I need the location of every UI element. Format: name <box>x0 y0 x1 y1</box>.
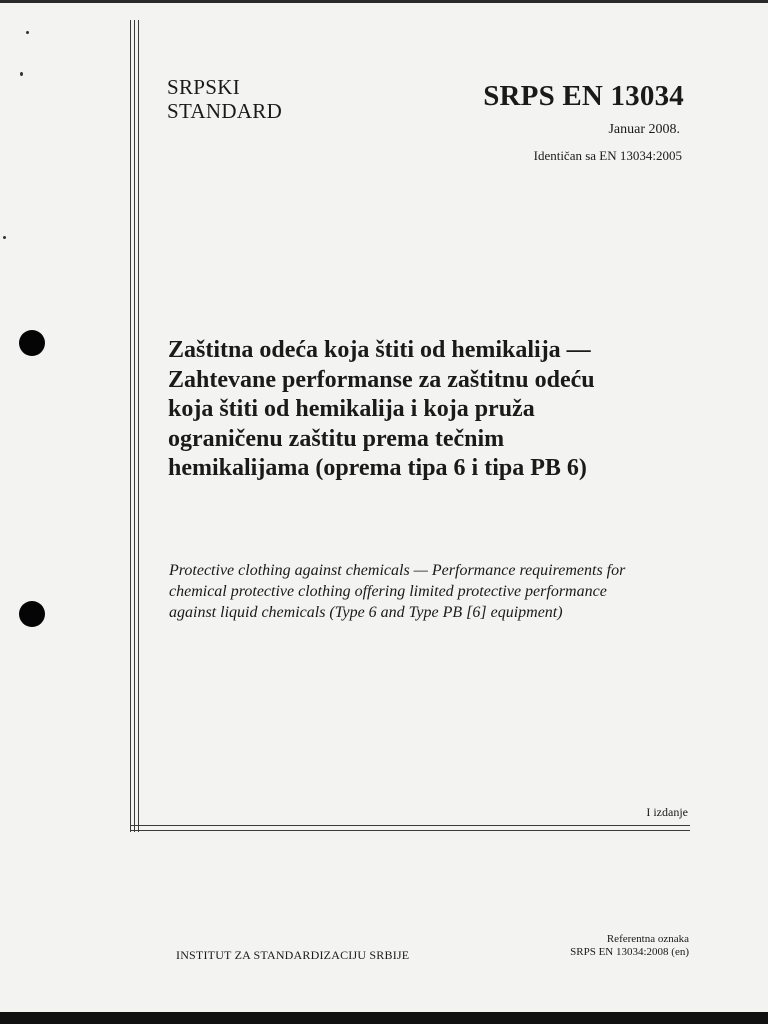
title-serbian-line: hemikalijama (oprema tipa 6 i tipa PB 6) <box>168 455 587 481</box>
punch-hole-lower <box>19 601 45 627</box>
frame-line-bottom-lower <box>130 830 690 831</box>
title-serbian-line: ograničenu zaštitu prema tečnim <box>168 425 505 452</box>
reference-label: Referentna oznaka <box>606 933 689 945</box>
frame-line-left-outer <box>130 20 131 832</box>
series-label-line2: STANDARD <box>167 99 283 123</box>
frame-line-bottom-upper <box>130 825 690 826</box>
scan-top-edge <box>0 0 768 3</box>
punch-hole-upper <box>19 330 45 356</box>
identical-note: Identičan sa EN 13034:2005 <box>533 148 682 163</box>
scan-speck <box>3 236 6 239</box>
institute-name: INSTITUT ZA STANDARDIZACIJU SRBIJE <box>176 948 410 962</box>
title-english-line: chemical protective clothing offering limited protective performance <box>169 583 607 600</box>
reference-value: SRPS EN 13034:2008 (en) <box>570 946 689 958</box>
frame-line-left-middle <box>134 20 135 832</box>
title-serbian-line: Zahtevane performanse za zaštitnu odeću <box>168 366 595 393</box>
title-english <box>169 560 709 623</box>
title-english-line: Protective clothing against chemicals — Performance requirements for <box>169 562 626 579</box>
title-serbian-line: koja štiti od hemikalija i koja pruža <box>168 396 535 422</box>
scan-speck <box>20 72 23 76</box>
title-serbian-line: Zaštitna odeća koja štiti od hemikalija — <box>168 337 591 363</box>
standard-number: SRPS EN 13034 <box>483 80 684 112</box>
scan-speck <box>26 31 29 34</box>
title-serbian <box>168 336 688 484</box>
edition-label: I izdanje <box>646 805 688 819</box>
series-label <box>167 75 282 123</box>
frame-line-left-inner <box>138 20 139 832</box>
standard-date: Januar 2008. <box>608 122 680 137</box>
title-english-line: against liquid chemicals (Type 6 and Type PB [6] equipment) <box>169 604 563 621</box>
series-label-line1: SRPSKI <box>167 75 241 99</box>
scan-bottom-edge <box>0 1012 768 1024</box>
